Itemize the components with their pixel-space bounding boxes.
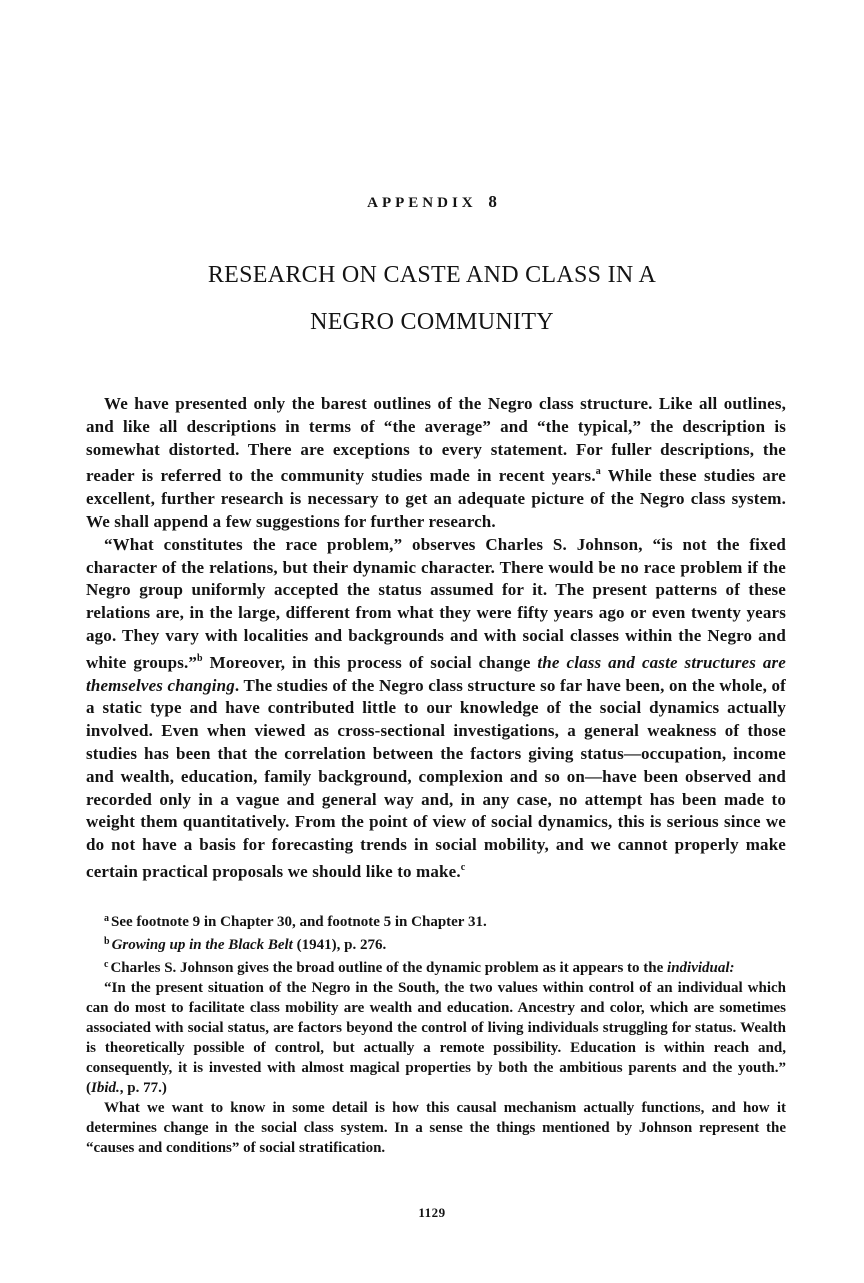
footnote-c-text: Charles S. Johnson gives the broad outline of the dynamic problem as it appears to the — [110, 960, 664, 976]
footnote-a — [86, 909, 786, 932]
appendix-number: 8 — [488, 192, 497, 211]
title-line-1: RESEARCH ON CASTE AND CLASS IN A — [207, 262, 657, 288]
footnote-last-paragraph: What we want to know in some detail is how this causal mechanism actually functions, and how it determines change in the social class system. In a sense the things mentioned by Johnson represent the “causes and conditions” of social stratification. — [86, 1100, 786, 1156]
appendix-label: APPENDIX — [367, 195, 477, 211]
paragraph-2-rest: . The studies of the Negro class structure so far have been, on the whole, of a static type and have contributed little to our knowledge of the social dynamics actually involved. Even when viewed as cross-sectional investigations, a general weakness of those studies has been that the correlation between the factors giving status—occupation, income and wealth, education, family background, complexion and so on—have been observed and recorded only in a vague and general way and, in any case, no attempt has been made to weight them quantitatively. From the point of view of social dynamics, this is serious since we do not have a basis for forecasting trends in social mobility, and we cannot properly make certain practical proposals we should like to make. — [86, 675, 786, 881]
footnote-a-text: See footnote 9 in Chapter 30, and footnote 5 in Chapter 31. — [111, 914, 487, 930]
footnote-c-mark: c — [104, 959, 109, 970]
footnote-ref-c: c — [460, 861, 466, 873]
footnotes — [86, 909, 786, 1158]
appendix-heading — [0, 192, 864, 212]
footnote-b — [86, 932, 786, 955]
footnote-c — [86, 955, 786, 978]
title-line-2: NEGRO COMMUNITY — [310, 309, 554, 335]
footnote-quote-end: , p. 77.) — [119, 1080, 167, 1096]
page-number: 1129 — [418, 1205, 446, 1220]
paragraph-1-end: While these studies are excellent, further research is necessary to get an adequate picture of the Negro class system. We shall append a few suggestions for further research. — [86, 466, 787, 531]
footnote-quote-text: “In the present situation of the Negro in the South, the two values within control of an individual which can do most to facilitate class mobility are wealth and education. Ancestry and color, which are sometimes associated with social status, are factors beyond the control of living individuals struggling for status. Wealth is theoretically possible of control, but actually a remote possibility. Education is within reach and, consequently, it is invested with almost magical properties by both the ambitious parents and the youth.” ( — [86, 980, 786, 1096]
footnote-ibid: Ibid. — [91, 1080, 120, 1096]
footnote-c-continuation — [86, 1098, 786, 1158]
paragraph-2-quote: “What constitutes the race problem,” observes Charles S. Johnson, “is not the fixed character of the relations, but their dynamic character. There would be no race problem if the Negro group uniformly accepted the status assumed for it. The present patterns of these relations are, in the large, different from what they were fifty years ago or even twenty years ago. They vary with localities and backgrounds and with social classes within the Negro and white groups.” — [86, 534, 786, 672]
paragraph-2 — [86, 534, 786, 884]
paragraph-2-emphasis: the class and caste structures are themselves changing — [86, 652, 786, 695]
paragraph-1 — [86, 393, 786, 534]
paragraph-1-text: We have presented only the barest outlines of the Negro class structure. Like all outlines, and like all descriptions in terms of “the average” and “the typical,” the description is somewhat distorted. There are exceptions to every statement. For fuller descriptions, the reader is referred to the community studies made in recent years. — [86, 394, 786, 486]
chapter-title — [0, 252, 864, 346]
footnote-ref-b: b — [197, 652, 203, 664]
footnote-b-text: (1941), p. 276. — [296, 937, 387, 953]
footnote-c-quote — [86, 978, 786, 1098]
footnote-b-mark: b — [104, 936, 110, 947]
paragraph-2-middle: Moreover, in this process of social change — [209, 652, 531, 672]
footnote-c-emphasis: individual: — [667, 960, 735, 976]
body-text — [86, 393, 786, 884]
footnote-a-mark: a — [104, 913, 109, 924]
footnote-b-title: Growing up in the Black Belt — [111, 937, 293, 953]
footnote-ref-a: a — [595, 466, 601, 478]
